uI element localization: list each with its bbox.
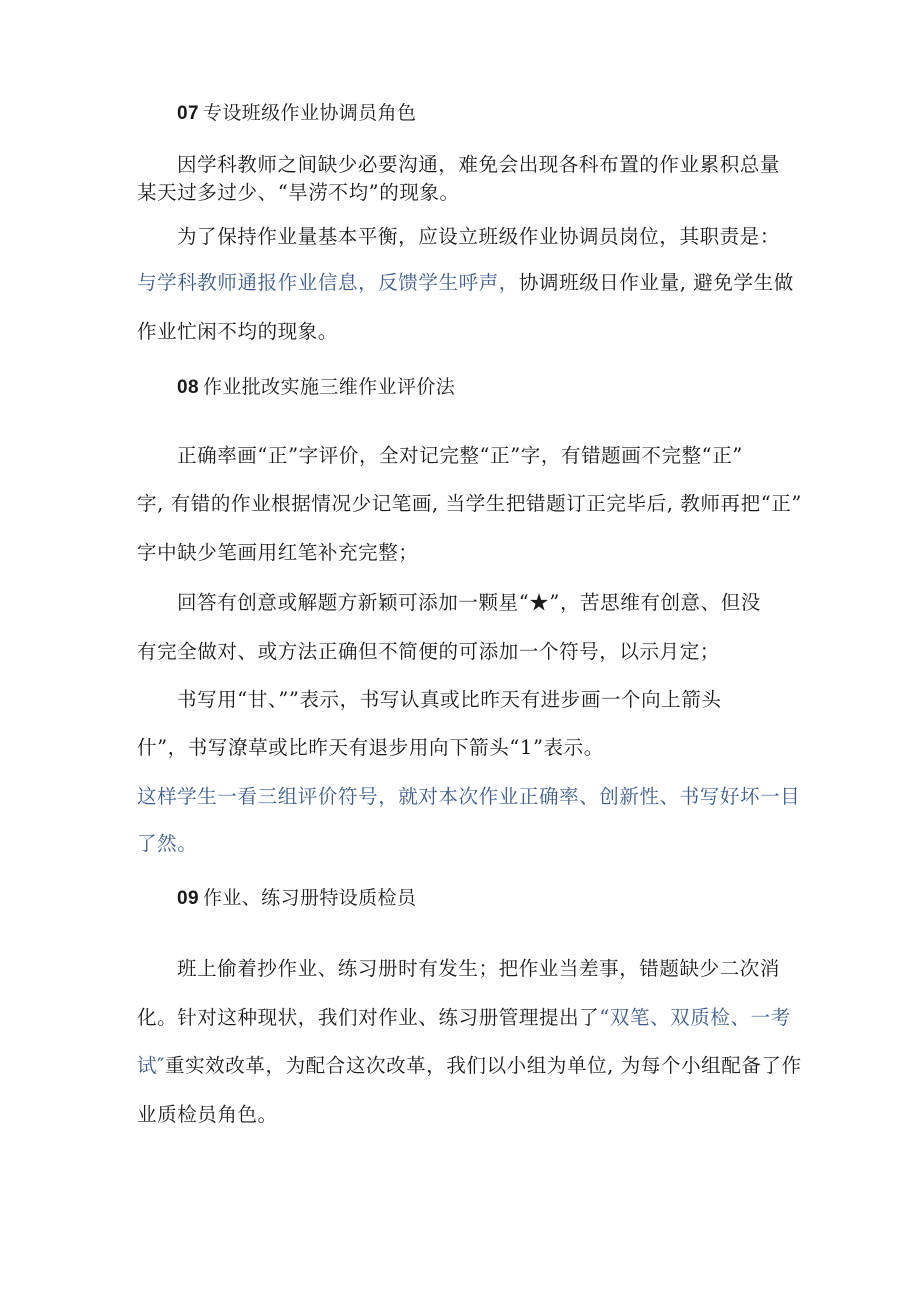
paragraph-text: 协调班级日作业量, 避免学生做 (518, 271, 794, 294)
paragraph-line: 因学科教师之间缺少必要沟通，难免会出现各科布置的作业累积总量 (177, 153, 781, 176)
section-heading-07 (177, 101, 416, 126)
section-number: 09 (177, 888, 199, 909)
paragraph-line: 某天过多过少、“旱涝不均”的现象。 (137, 181, 460, 204)
section-number: 08 (177, 377, 199, 398)
paragraph-line: 什”，书写潦草或比昨天有退步用向下箭头“1”表示。 (137, 736, 604, 759)
paragraph-line (137, 271, 794, 295)
highlighted-text: “双笔、双质检、一考 (599, 1006, 791, 1029)
section-title: 作业批改实施三维作业评价法 (202, 376, 456, 398)
paragraph-line: 业质检员角色。 (137, 1103, 278, 1126)
paragraph-line: 有完全做对、或方法正确但不简便的可添加一个符号，以示月定； (137, 640, 720, 663)
paragraph-line-highlighted: 这样学生一看三组评价符号，就对本次作业正确率、创新性、书写好坏一目 (137, 785, 801, 808)
section-title: 专设班级作业协调员角色 (202, 102, 417, 124)
section-heading-09 (177, 886, 416, 911)
paragraph-line: 回答有创意或解题方新颖可添加一颗星“★”，苦思维有创意、但没 (177, 591, 761, 614)
paragraph-line: 书写用“甘、””表示，书写认真或比昨天有进步画一个向上箭头 (177, 688, 722, 711)
paragraph-text: 化。针对这种现状，我们对作业、练习册管理提出了 (137, 1006, 600, 1029)
paragraph-line: 班上偷着抄作业、练习册时有发生；把作业当差事，错题缺少二次消 (177, 957, 781, 980)
paragraph-line: 正确率画“正”字评价，全对记完整“正”字，有错题画不完整“正” (177, 444, 743, 467)
paragraph-line: 为了保持作业量基本平衡，应设立班级作业协调员岗位，其职责是： (177, 225, 781, 248)
paragraph-line: 作业忙闲不均的现象。 (137, 320, 339, 343)
highlighted-text: 与学科教师通报作业信息，反馈学生呼声， (137, 271, 519, 294)
section-title: 作业、练习册特设质检员 (202, 887, 417, 909)
paragraph-line-highlighted: 了然。 (137, 832, 198, 855)
paragraph-line (137, 1006, 791, 1030)
paragraph-text: 重实效改革，为配合这次改革，我们以小组为单位, 为每个小组配备了作 (164, 1054, 802, 1077)
paragraph-line: 字, 有错的作业根据情况少记笔画, 当学生把错题订正完毕后, 教师再把“正” (137, 492, 802, 515)
paragraph-line: 字中缺少笔画用红笔补充完整； (137, 541, 419, 564)
paragraph-line (137, 1054, 802, 1078)
section-heading-08 (177, 375, 455, 400)
highlighted-text: 试″ (137, 1054, 165, 1077)
section-number: 07 (177, 103, 199, 124)
